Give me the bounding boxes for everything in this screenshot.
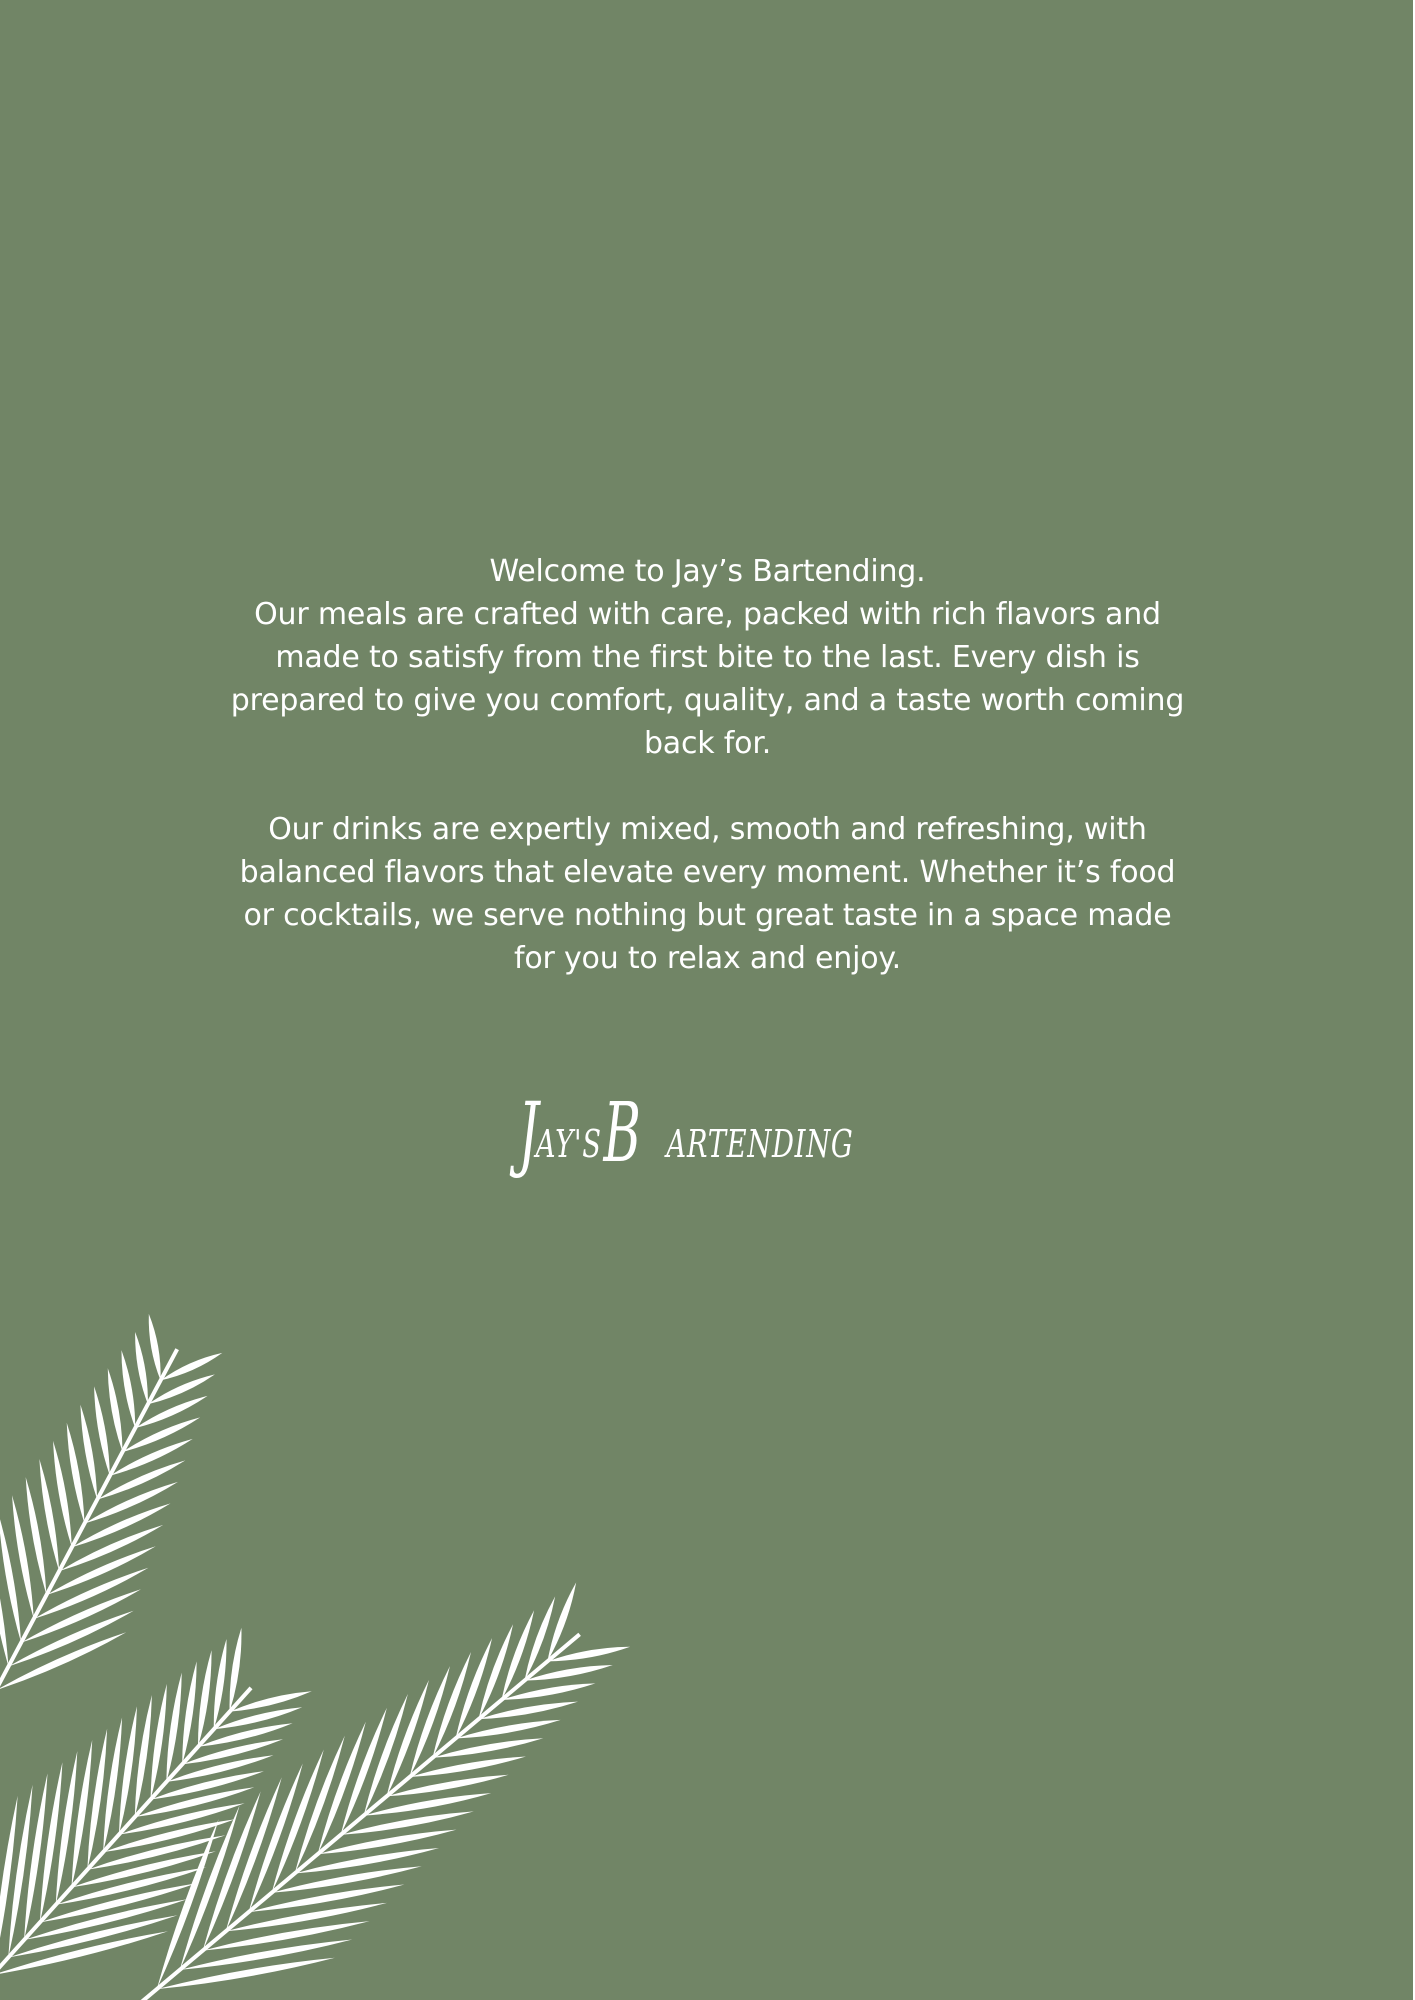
frond-leaflet	[80, 1405, 97, 1500]
frond-leaflet	[364, 1793, 492, 1816]
frond-leaflet	[8, 1785, 32, 1958]
palm-leaves-icon	[0, 1300, 700, 2000]
drinks-paragraph: Our drinks are expertly mixed, smooth and refreshing, with balanced flavors that elevate every moment. Whether it’s food or cocktails, we serve nothing but great taste in a space made for you to relax and enjoy.	[239, 812, 1176, 976]
frond-leaflet	[433, 1738, 544, 1758]
frond-leaflet	[318, 1830, 457, 1854]
frond-leaflet	[53, 1441, 72, 1547]
logo-word-ays: AY'S	[535, 1122, 602, 1166]
jays-bartending-logo	[518, 1075, 860, 1181]
frond-leaflet	[387, 1775, 509, 1797]
frond-leaflet	[135, 1332, 148, 1404]
frond-middle	[0, 1628, 312, 2000]
frond-leaflet	[94, 1386, 110, 1475]
logo-word-artending: ARTENDING	[666, 1122, 854, 1166]
frond-leaflet	[226, 1903, 387, 1931]
intro-text	[230, 550, 1185, 980]
frond-stem	[0, 1349, 177, 1720]
logo-initial-b: B	[603, 1086, 641, 1181]
frond-leaflet	[157, 1958, 335, 1989]
frond-leaflet	[249, 1885, 405, 1912]
frond-leaflet	[108, 1368, 123, 1452]
frond-leaflet	[97, 1460, 185, 1499]
frond-leaflet	[272, 1866, 422, 1892]
frond-leaflet	[135, 1396, 207, 1428]
frond-leaflet	[149, 1314, 161, 1381]
logo-initial-j: J	[518, 1086, 539, 1181]
frond-leaflet	[198, 1723, 293, 1747]
frond-leaflet	[341, 1811, 474, 1834]
frond-leaflet	[67, 1423, 85, 1524]
frond-leaflet	[230, 1691, 312, 1711]
paragraph-gap	[230, 765, 1185, 808]
frond-upper	[0, 1314, 222, 1720]
frond-leaflet	[295, 1848, 439, 1873]
welcome-line: Welcome to Jay’s Bartending.	[489, 554, 926, 589]
frond-leaflet	[85, 1482, 178, 1524]
meals-paragraph: Our meals are crafted with care, packed with rich flavors and made to satisfy from the first bite to the last. Every dish is prepared to give you comfort, quality, and a taste worth coming back for.	[230, 597, 1185, 761]
frond-leaflet	[182, 1739, 283, 1764]
frond-leaflet	[121, 1350, 135, 1428]
frond-leaflet	[214, 1707, 302, 1729]
frond-leaflet	[410, 1757, 526, 1778]
